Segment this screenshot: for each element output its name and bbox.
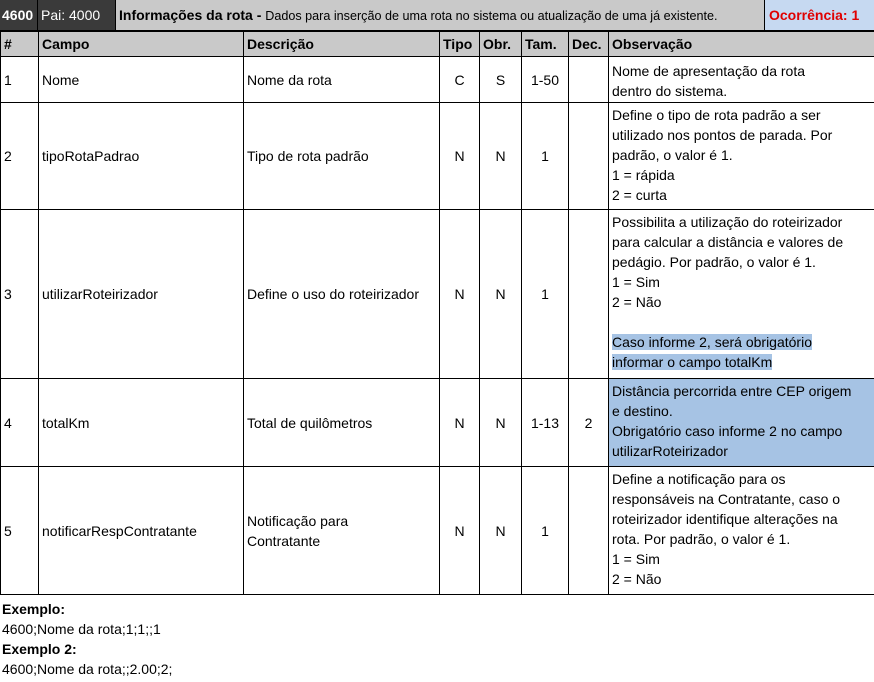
row-dec <box>569 467 609 595</box>
obs-line: pedágio. Por padrão, o valor é 1. <box>612 254 816 270</box>
row-campo: utilizarRoteirizador <box>39 210 244 379</box>
row-observacao <box>609 103 874 210</box>
row-descricao: Define o uso do roteirizador <box>244 210 440 379</box>
record-subtitle: Dados para inserção de uma rota no sistema ou atualização de uma já existente. <box>265 9 718 23</box>
row-observacao <box>609 379 874 467</box>
row-tipo: N <box>440 103 480 210</box>
row-dec <box>569 210 609 379</box>
obs-highlight-line: Caso informe 2, será obrigatório <box>612 334 812 350</box>
row-dec <box>569 57 609 103</box>
row-tam: 1-50 <box>522 57 569 103</box>
example-label: Exemplo 2: <box>2 641 77 657</box>
row-tipo: N <box>440 210 480 379</box>
table-row <box>1 103 874 210</box>
row-campo: Nome <box>39 57 244 103</box>
obs-line: 2 = Não <box>612 571 662 587</box>
row-num: 3 <box>1 210 39 379</box>
row-campo: notificarRespContratante <box>39 467 244 595</box>
row-dec <box>569 103 609 210</box>
row-campo: tipoRotaPadrao <box>39 103 244 210</box>
table-header-row <box>1 32 874 57</box>
obs-spacer <box>612 312 871 332</box>
obs-line: Nome de apresentação da rota <box>612 63 806 79</box>
col-header-num: # <box>1 32 39 57</box>
col-header-tam: Tam. <box>522 32 569 57</box>
obs-highlight <box>612 352 871 372</box>
example-value: 4600;Nome da rota;;2.00;2; <box>2 661 173 677</box>
col-header-obr: Obr. <box>480 32 522 57</box>
table-row <box>1 210 874 379</box>
obs-line: Define o tipo de rota padrão a ser <box>612 107 821 123</box>
example-value: 4600;Nome da rota;1;1;;1 <box>2 621 161 637</box>
row-tam: 1 <box>522 210 569 379</box>
row-tam: 1-13 <box>522 379 569 467</box>
obs-line: padrão, o valor é 1. <box>612 147 733 163</box>
obs-line: 1 = Sim <box>612 551 660 567</box>
row-obr: N <box>480 103 522 210</box>
table-row <box>1 467 874 595</box>
obs-highlight-line: Obrigatório caso informe 2 no campo <box>612 423 843 439</box>
obs-line: dentro do sistema. <box>612 83 728 99</box>
obs-line: 2 = Não <box>612 294 662 310</box>
row-campo: totalKm <box>39 379 244 467</box>
row-num: 5 <box>1 467 39 595</box>
obs-highlight-line: Distância percorrida entre CEP origem <box>612 383 852 399</box>
row-obr: N <box>480 379 522 467</box>
row-observacao <box>609 57 874 103</box>
col-header-tipo: Tipo <box>440 32 480 57</box>
row-descricao-line: Contratante <box>247 532 321 549</box>
obs-line: 1 = Sim <box>612 274 660 290</box>
obs-line: utilizado nos pontos de parada. Por <box>612 127 833 143</box>
col-header-observacao: Observação <box>609 32 874 57</box>
row-descricao: Total de quilômetros <box>244 379 440 467</box>
obs-line: rota. Por padrão, o valor é 1. <box>612 531 791 547</box>
table-row <box>1 57 874 103</box>
row-descricao-line: Notificação para <box>247 512 349 529</box>
col-header-campo: Campo <box>39 32 244 57</box>
obs-line: roteirizador identifique alterações na <box>612 511 838 527</box>
obs-line: 1 = rápida <box>612 167 675 183</box>
fields-table <box>0 31 874 595</box>
row-tam: 1 <box>522 103 569 210</box>
obs-highlight-line: informar o campo totalKm <box>612 354 773 370</box>
row-obr: N <box>480 210 522 379</box>
row-descricao: Tipo de rota padrão <box>244 103 440 210</box>
row-tam: 1 <box>522 467 569 595</box>
record-title <box>116 0 765 30</box>
obs-highlight <box>612 332 871 352</box>
col-header-dec: Dec. <box>569 32 609 57</box>
row-observacao <box>609 467 874 595</box>
row-observacao <box>609 210 874 379</box>
obs-line: 2 = curta <box>612 187 667 203</box>
examples-section <box>0 599 874 679</box>
col-header-descricao: Descrição <box>244 32 440 57</box>
obs-line: Define a notificação para os <box>612 471 786 487</box>
example-label: Exemplo: <box>2 601 66 617</box>
obs-line: responsáveis na Contratante, caso o <box>612 491 841 507</box>
row-tipo: C <box>440 57 480 103</box>
obs-line: Possibilita a utilização do roteirizador <box>612 214 843 230</box>
row-num: 4 <box>1 379 39 467</box>
obs-highlight-line: utilizarRoteirizador <box>612 443 728 459</box>
row-num: 1 <box>1 57 39 103</box>
row-tipo: N <box>440 467 480 595</box>
record-code: 4600 <box>0 0 38 30</box>
row-obr: S <box>480 57 522 103</box>
row-obr: N <box>480 467 522 595</box>
row-tipo: N <box>440 379 480 467</box>
row-dec: 2 <box>569 379 609 467</box>
parent-code: Pai: 4000 <box>38 0 116 30</box>
occurrence-badge: Ocorrência: 1 <box>765 0 874 30</box>
row-descricao: Nome da rota <box>244 57 440 103</box>
row-descricao <box>244 467 440 595</box>
obs-highlight-line: e destino. <box>612 403 673 419</box>
record-title-label: Informações da rota - <box>119 7 262 23</box>
table-row <box>1 379 874 467</box>
obs-line: para calcular a distância e valores de <box>612 234 844 250</box>
row-num: 2 <box>1 103 39 210</box>
record-header <box>0 0 874 31</box>
